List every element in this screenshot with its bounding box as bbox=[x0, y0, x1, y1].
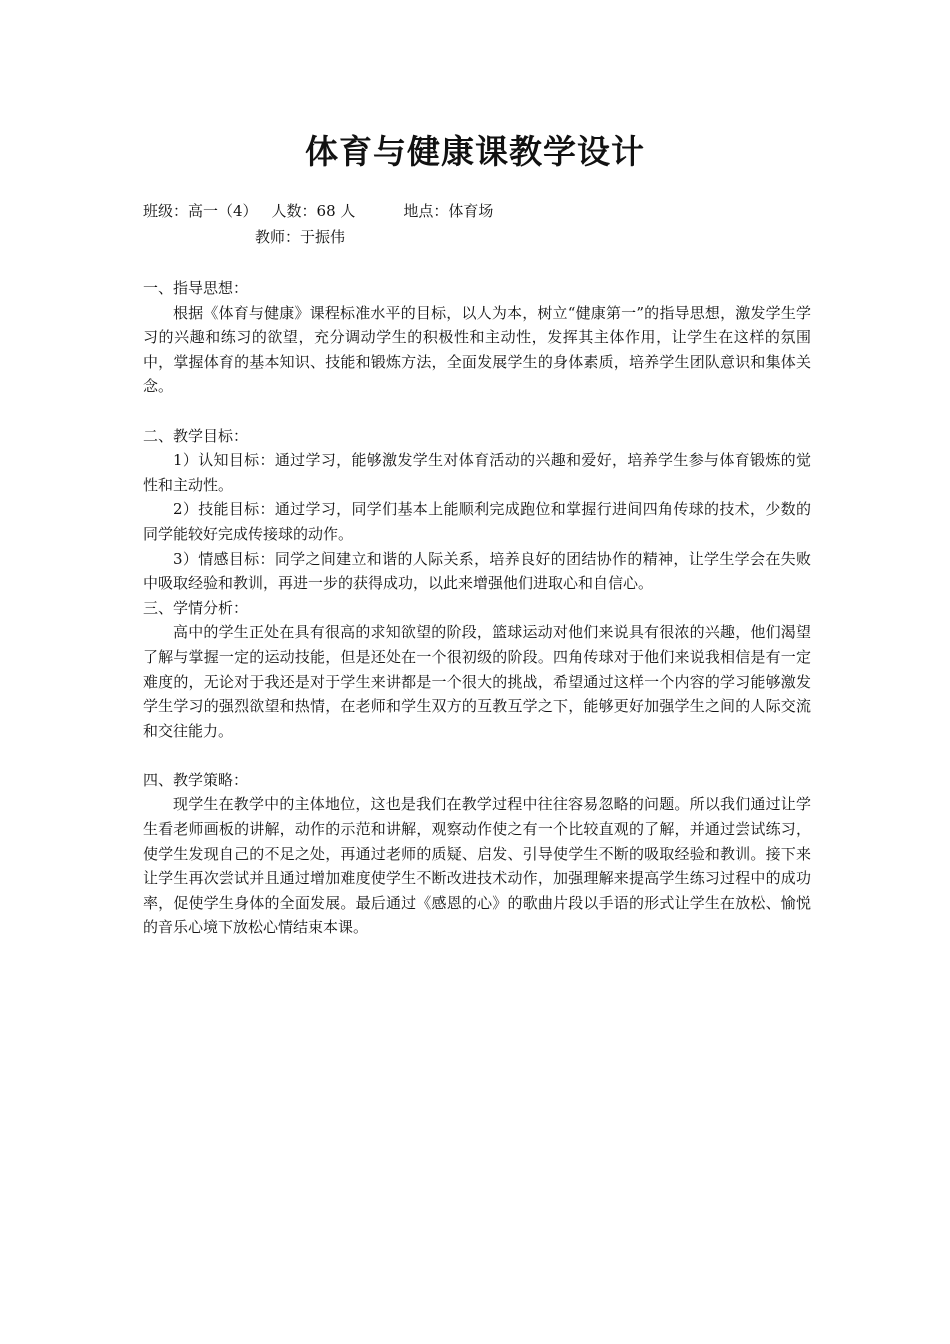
blank-line bbox=[143, 743, 811, 768]
teacher-info-line bbox=[255, 225, 345, 249]
teacher-label: 教师：于振伟 bbox=[255, 228, 346, 246]
section-teaching-goals bbox=[143, 424, 811, 596]
section-paragraph: 2）技能目标：通过学习，同学们基本上能顺利完成跑位和掌握行进间四角传球的技术，少数的同学能较好完成传接球的动作。 bbox=[143, 500, 811, 543]
section-heading: 四、教学策略： bbox=[143, 770, 249, 789]
page-title: 体育与健康课教学设计 bbox=[305, 132, 645, 171]
location-label: 地点：体育场 bbox=[403, 202, 494, 220]
section-paragraph: 现学生在教学中的主体地位，这也是我们在教学过程中往往容易忽略的问题。所以我们通过让学生看老师画板的讲解，动作的示范和讲解，观察动作使之有一个比较直观的了解，并通过尝试练习，使学生发现自己的不足之处，再通过老师的质疑、启发、引导使学生不断的吸取经验和教训。接下来让学生再次尝试并且通过增加难度使学生不断改进技术动作，加强理解来提高学生练习过程中的成功率，促使学生身体的全面发展。最后通过《感恩的心》的歌曲片段以手语的形式让学生在放松、愉悦的音乐心境下放松心情结束本课。 bbox=[143, 795, 811, 937]
section-heading: 二、教学目标： bbox=[143, 426, 249, 445]
class-label: 班级：高一（4） bbox=[143, 202, 258, 220]
blank-line bbox=[143, 399, 811, 424]
section-paragraph: 3）情感目标：同学之间建立和谐的人际关系，培养良好的团结协作的精神，让学生学会在失败中吸取经验和教训，再进一步的获得成功，以此来增强他们进取心和自信心。 bbox=[143, 549, 811, 593]
section-teaching-strategy bbox=[143, 768, 811, 940]
section-heading: 三、学情分析： bbox=[143, 598, 249, 617]
section-student-analysis bbox=[143, 596, 811, 744]
class-info-line bbox=[143, 199, 493, 223]
document-body bbox=[143, 276, 811, 940]
section-guiding-ideology bbox=[143, 276, 811, 399]
section-paragraph: 高中的学生正处在具有很高的求知欲望的阶段，篮球运动对他们来说具有很浓的兴趣，他们渴望了解与掌握一定的运动技能，但是还处在一个很初级的阶段。四角传球对于他们来说我相信是有一定难度的，无论对于我还是对于学生来讲都是一个很大的挑战，希望通过这样一个内容的学习能够激发学生学习的强烈欲望和热情，在老师和学生双方的互教互学之下，能够更好加强学生之间的人际交流和交往能力。 bbox=[143, 623, 811, 740]
section-paragraph: 1）认知目标：通过学习，能够激发学生对体育活动的兴趣和爱好，培养学生参与体育锻炼的觉性和主动性。 bbox=[143, 451, 811, 494]
student-count-label: 人数：68 人 bbox=[271, 202, 356, 220]
section-heading: 一、指导思想： bbox=[143, 279, 249, 297]
section-paragraph: 根据《体育与健康》课程标准水平的目标，以人为本，树立“健康第一”的指导思想，激发学生学习的兴趣和练习的欲望，充分调动学生的积极性和主动性，发挥其主体作用，让学生在这样的氛围中，掌握体育的基本知识、技能和锻炼方法，全面发展学生的身体素质，培养学生团队意识和集体关念。 bbox=[143, 303, 811, 396]
